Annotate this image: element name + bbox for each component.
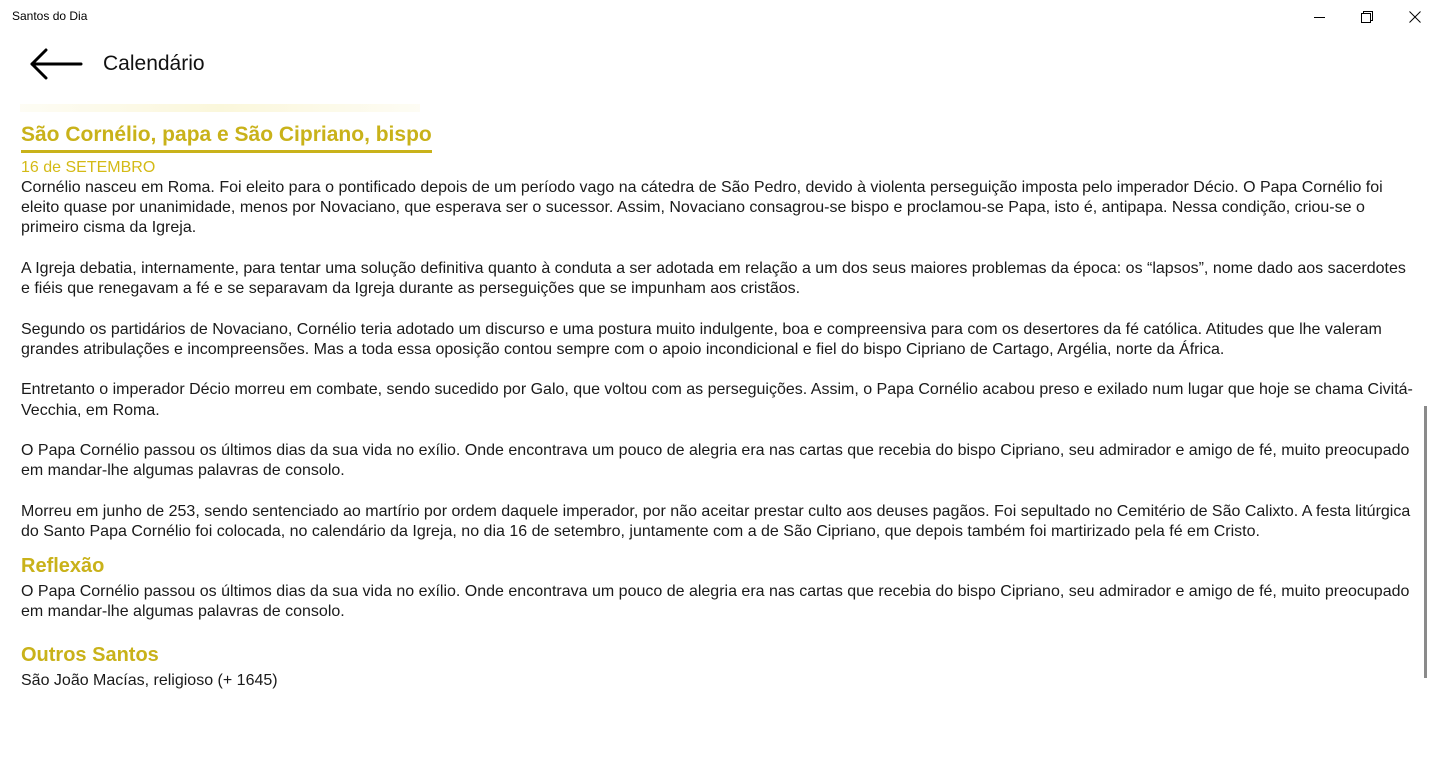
content-scroll-area[interactable]	[0, 100, 1420, 705]
reflexao-text: O Papa Cornélio passou os últimos dias da sua vida no exílio. Onde encontrava um pouco de alegria era nas cartas que recebia do bispo Cipriano, seu admirador e amigo de fé, muito preocupado em mandar-lhe algumas palavras de consolo.	[21, 583, 1410, 621]
page-title: Calendário	[103, 52, 205, 75]
saint-content	[21, 122, 1416, 691]
biography-paragraph: Cornélio nasceu em Roma. Foi eleito para o pontificado depois de um período vago na cátedra de São Pedro, devido à violenta perseguição imposta pelo imperador Décio. O Papa Cornélio foi eleito quase por unanimidade, menos por Novaciano, que esperava ser o sucessor. Assim, Novaciano consagrou-se bispo e proclamou-se Papa, isto é, antipapa. Nessa condição, criou-se o primeiro cisma da Igreja.	[21, 179, 1383, 237]
vertical-scrollbar[interactable]	[1424, 406, 1427, 678]
app-title: Santos do Dia	[12, 9, 88, 23]
reflexao-title: Reflexão	[21, 555, 105, 578]
close-button[interactable]	[1392, 0, 1438, 34]
back-arrow-icon	[29, 48, 83, 85]
title-bar	[0, 0, 1440, 34]
saint-date: 16 de SETEMBRO	[21, 159, 156, 176]
list-item: São João Macías, religioso (+ 1645)	[21, 671, 278, 689]
back-button[interactable]	[24, 46, 88, 86]
minimize-icon	[1314, 12, 1325, 23]
biography-paragraph: Entretanto o imperador Décio morreu em combate, sendo sucedido por Galo, que voltou com as perseguições. Assim, o Papa Cornélio acabou preso e exilado num lugar que hoje se chama Civitá-Vecchia, em Roma.	[21, 381, 1413, 419]
biography-paragraph: Morreu em junho de 253, sendo sentenciado ao martírio por ordem daquele imperador, por não aceitar prestar culto aos deuses pagãos. Foi sepultado no Cemitério de São Calixto. A festa litúrgica do Santo Papa Cornélio foi colocada, no calendário da Igreja, no dia 16 de setembro, juntamente com a de São Cipriano, que depois também foi martirizado pela fé em Cristo.	[21, 502, 1411, 540]
header-image-fade	[20, 104, 420, 112]
restore-icon	[1361, 11, 1373, 23]
minimize-button[interactable]	[1296, 0, 1342, 34]
saint-name: São Cornélio, papa e São Cipriano, bispo	[21, 122, 432, 153]
biography-paragraph: O Papa Cornélio passou os últimos dias da sua vida no exílio. Onde encontrava um pouco de alegria era nas cartas que recebia do bispo Cipriano, seu admirador e amigo de fé, muito preocupado em mandar-lhe algumas palavras de consolo.	[21, 442, 1410, 480]
outros-santos-title: Outros Santos	[21, 643, 159, 666]
saint-biography	[21, 178, 1416, 542]
biography-paragraph: Segundo os partidários de Novaciano, Cornélio teria adotado um discurso e uma postura muito indulgente, boa e compreensiva para com os desertores da fé católica. Atitudes que lhe valeram grandes atribulações e incompreensões. Mas a toda essa oposição contou sempre com o apoio incondicional e fiel do bispo Cipriano de Cartago, Argélia, norte da África.	[21, 320, 1382, 358]
outros-santos-list	[21, 671, 1416, 691]
restore-button[interactable]	[1344, 0, 1390, 34]
close-icon	[1409, 11, 1421, 23]
page-header	[0, 34, 1440, 98]
biography-paragraph: A Igreja debatia, internamente, para tentar uma solução definitiva quanto à conduta a ser adotada em relação a um dos seus maiores problemas da época: os “lapsos”, nome dado aos sacerdotes e fiéis que renegavam a fé e se separavam da Igreja durante as perseguições que se impunham aos cristãos.	[21, 259, 1406, 298]
